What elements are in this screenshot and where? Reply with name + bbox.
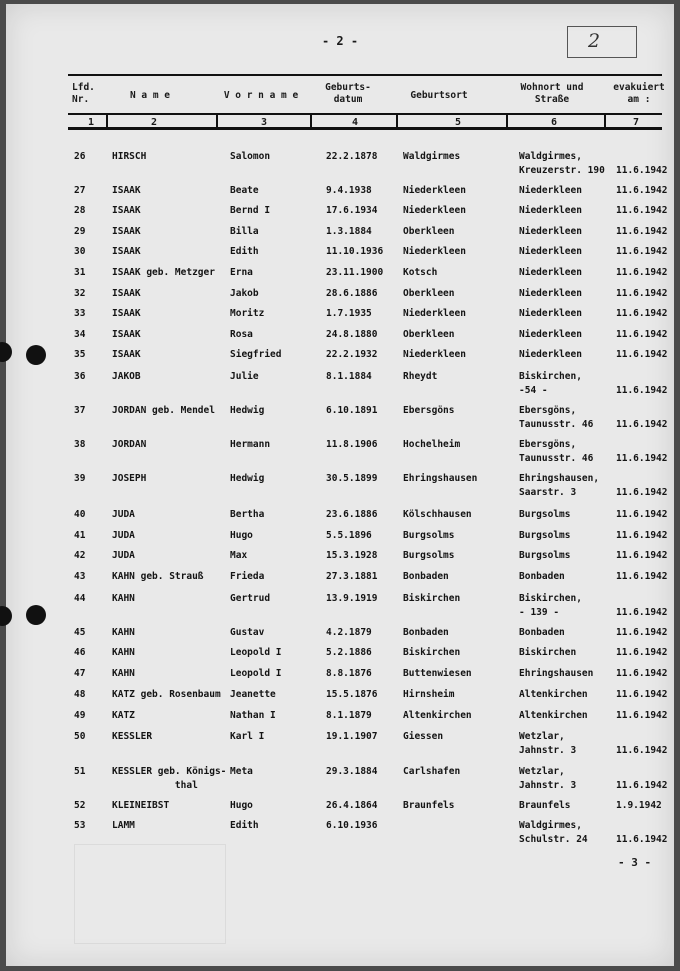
- row-evakuiert: 11.6.1942: [616, 487, 668, 498]
- row-number: 38: [74, 439, 86, 450]
- row-geburtsort: Bonbaden: [403, 627, 449, 638]
- row-geburtsort: Rheydt: [403, 371, 438, 382]
- row-geburtsort: Oberkleen: [403, 226, 455, 237]
- header-rule-top: [68, 74, 662, 76]
- row-name: ISAAK: [112, 246, 141, 257]
- row-vorname: Hugo: [230, 530, 253, 541]
- row-name: KLEINEIBST: [112, 800, 170, 811]
- row-wohnort: Altenkirchen: [519, 689, 588, 700]
- row-vorname: Leopold I: [230, 647, 282, 658]
- row-wohnort: Niederkleen: [519, 349, 582, 360]
- row-geburtsdatum: 6.10.1891: [326, 405, 378, 416]
- row-wohnort: Waldgirmes, Kreuzerstr. 190: [519, 151, 605, 176]
- row-geburtsort: Altenkirchen: [403, 710, 472, 721]
- row-wohnort: Altenkirchen: [519, 710, 588, 721]
- row-evakuiert: 11.6.1942: [616, 453, 668, 464]
- row-wohnort: Niederkleen: [519, 288, 582, 299]
- row-geburtsort: Biskirchen: [403, 593, 461, 604]
- row-geburtsdatum: 11.8.1906: [326, 439, 378, 450]
- row-wohnort: Niederkleen: [519, 185, 582, 196]
- col-number-7: 7: [633, 117, 640, 128]
- row-name: JUDA: [112, 509, 135, 520]
- row-geburtsort: Ebersgöns: [403, 405, 455, 416]
- row-geburtsort: Oberkleen: [403, 288, 455, 299]
- row-geburtsdatum: 22.2.1932: [326, 349, 378, 360]
- row-name: ISAAK: [112, 329, 141, 340]
- row-geburtsdatum: 23.6.1886: [326, 509, 378, 520]
- row-evakuiert: 11.6.1942: [616, 185, 668, 196]
- row-number: 47: [74, 668, 86, 679]
- row-number: 46: [74, 647, 86, 658]
- row-number: 33: [74, 308, 86, 319]
- col-number-3: 3: [261, 117, 268, 128]
- row-geburtsort: Hirnsheim: [403, 689, 455, 700]
- row-geburtsdatum: 17.6.1934: [326, 205, 378, 216]
- col-separator: [396, 115, 398, 129]
- row-name: ISAAK: [112, 226, 141, 237]
- col-separator: [310, 115, 312, 129]
- col-separator: [216, 115, 218, 129]
- row-number: 35: [74, 349, 86, 360]
- row-wohnort: Bonbaden: [519, 571, 565, 582]
- row-evakuiert: 11.6.1942: [616, 509, 668, 520]
- row-wohnort: Braunfels: [519, 800, 571, 811]
- col-number-4: 4: [352, 117, 359, 128]
- row-evakuiert: 11.6.1942: [616, 329, 668, 340]
- row-number: 36: [74, 371, 86, 382]
- row-wohnort: Wetzlar, Jahnstr. 3: [519, 766, 577, 791]
- row-number: 43: [74, 571, 86, 582]
- row-vorname: Max: [230, 550, 248, 561]
- row-wohnort: Ebersgöns, Taunusstr. 46: [519, 439, 594, 464]
- row-geburtsdatum: 15.5.1876: [326, 689, 378, 700]
- row-number: 30: [74, 246, 86, 257]
- row-name: JORDAN: [112, 439, 147, 450]
- row-evakuiert: 11.6.1942: [616, 308, 668, 319]
- row-vorname: Rosa: [230, 329, 253, 340]
- row-geburtsdatum: 26.4.1864: [326, 800, 378, 811]
- row-evakuiert: 11.6.1942: [616, 419, 668, 430]
- row-geburtsort: Bonbaden: [403, 571, 449, 582]
- row-name: KATZ geb. Rosenbaum: [112, 689, 221, 700]
- row-vorname: Erna: [230, 267, 253, 278]
- row-vorname: Frieda: [230, 571, 265, 582]
- row-wohnort: Ebersgöns, Taunusstr. 46: [519, 405, 594, 430]
- table-row: [6, 730, 674, 766]
- row-vorname: Billa: [230, 226, 259, 237]
- col-header-wohnort: Wohnort und Straße: [520, 82, 584, 105]
- row-geburtsort: Ehringshausen: [403, 473, 478, 484]
- row-evakuiert: 11.6.1942: [616, 349, 668, 360]
- document-page: [6, 4, 674, 966]
- table-row: [6, 404, 674, 440]
- row-geburtsdatum: 23.11.1900: [326, 267, 384, 278]
- row-geburtsdatum: 1.7.1935: [326, 308, 372, 319]
- row-geburtsdatum: 15.3.1928: [326, 550, 378, 561]
- row-number: 50: [74, 731, 86, 742]
- row-wohnort: Niederkleen: [519, 246, 582, 257]
- row-name: JORDAN geb. Mendel: [112, 405, 215, 416]
- row-name: ISAAK: [112, 205, 141, 216]
- row-name: LAMM: [112, 820, 135, 831]
- row-evakuiert: 11.6.1942: [616, 246, 668, 257]
- row-geburtsort: Giessen: [403, 731, 444, 742]
- row-wohnort: Niederkleen: [519, 329, 582, 340]
- row-number: 39: [74, 473, 86, 484]
- row-vorname: Jakob: [230, 288, 259, 299]
- row-geburtsort: Kotsch: [403, 267, 438, 278]
- row-vorname: Hedwig: [230, 473, 265, 484]
- col-header-evakuiert: evakuiert am :: [613, 82, 665, 105]
- row-geburtsdatum: 9.4.1938: [326, 185, 372, 196]
- row-vorname: Gustav: [230, 627, 265, 638]
- row-geburtsdatum: 11.10.1936: [326, 246, 384, 257]
- col-header-geburtsort: Geburtsort: [410, 90, 468, 101]
- row-name: KESSLER geb. Königs- thal: [112, 766, 227, 791]
- row-evakuiert: 11.6.1942: [616, 780, 668, 791]
- col-separator: [506, 115, 508, 129]
- col-header-name: N a m e: [129, 90, 171, 101]
- row-geburtsdatum: 29.3.1884: [326, 766, 378, 777]
- row-wohnort: Ehringshausen: [519, 668, 594, 679]
- row-geburtsdatum: 1.3.1884: [326, 226, 372, 237]
- page-number-top: - 2 -: [321, 34, 359, 48]
- col-separator: [106, 115, 108, 129]
- row-evakuiert: 11.6.1942: [616, 571, 668, 582]
- row-geburtsdatum: 30.5.1899: [326, 473, 378, 484]
- row-vorname: Hedwig: [230, 405, 265, 416]
- row-number: 31: [74, 267, 86, 278]
- row-vorname: Edith: [230, 246, 259, 257]
- col-number-2: 2: [151, 117, 158, 128]
- row-number: 49: [74, 710, 86, 721]
- row-geburtsort: Niederkleen: [403, 246, 466, 257]
- row-name: ISAAK: [112, 185, 141, 196]
- row-number: 44: [74, 593, 86, 604]
- row-number: 26: [74, 151, 86, 162]
- row-geburtsdatum: 8.8.1876: [326, 668, 372, 679]
- row-geburtsdatum: 27.3.1881: [326, 571, 378, 582]
- row-number: 48: [74, 689, 86, 700]
- page-number-bottom: - 3 -: [618, 856, 652, 869]
- row-name: ISAAK: [112, 349, 141, 360]
- row-name: KAHN geb. Strauß: [112, 571, 204, 582]
- row-vorname: Nathan I: [230, 710, 276, 721]
- table-row: [6, 370, 674, 406]
- row-evakuiert: 11.6.1942: [616, 710, 668, 721]
- table-row: [6, 765, 674, 801]
- row-vorname: Hermann: [230, 439, 271, 450]
- row-geburtsort: Carlshafen: [403, 766, 461, 777]
- table-row: [6, 592, 674, 628]
- row-name: JAKOB: [112, 371, 141, 382]
- row-geburtsdatum: 8.1.1884: [326, 371, 372, 382]
- col-number-1: 1: [88, 117, 95, 128]
- row-evakuiert: 11.6.1942: [616, 205, 668, 216]
- row-wohnort: Burgsolms: [519, 550, 571, 561]
- row-geburtsort: Kölschhausen: [403, 509, 472, 520]
- row-wohnort: Biskirchen: [519, 647, 577, 658]
- row-geburtsort: Burgsolms: [403, 550, 455, 561]
- row-geburtsdatum: 13.9.1919: [326, 593, 378, 604]
- row-number: 40: [74, 509, 86, 520]
- row-evakuiert: 11.6.1942: [616, 165, 668, 176]
- table-row: [6, 150, 674, 186]
- row-vorname: Hugo: [230, 800, 253, 811]
- row-geburtsort: Braunfels: [403, 800, 455, 811]
- row-geburtsort: Niederkleen: [403, 185, 466, 196]
- row-evakuiert: 11.6.1942: [616, 385, 668, 396]
- row-name: KAHN: [112, 593, 135, 604]
- row-number: 45: [74, 627, 86, 638]
- row-evakuiert: 1.9.1942: [616, 800, 662, 811]
- row-number: 52: [74, 800, 86, 811]
- row-number: 29: [74, 226, 86, 237]
- row-vorname: Meta: [230, 766, 253, 777]
- row-wohnort: Niederkleen: [519, 267, 582, 278]
- row-evakuiert: 11.6.1942: [616, 226, 668, 237]
- row-evakuiert: 11.6.1942: [616, 745, 668, 756]
- row-number: 34: [74, 329, 86, 340]
- col-number-6: 6: [551, 117, 558, 128]
- row-wohnort: Burgsolms: [519, 509, 571, 520]
- row-geburtsdatum: 6.10.1936: [326, 820, 378, 831]
- table-row: [6, 438, 674, 474]
- row-number: 41: [74, 530, 86, 541]
- header-rule-mid: [68, 113, 662, 115]
- faded-stamp: [74, 844, 226, 944]
- row-name: KESSLER: [112, 731, 153, 742]
- row-number: 28: [74, 205, 86, 216]
- row-vorname: Moritz: [230, 308, 265, 319]
- row-evakuiert: 11.6.1942: [616, 834, 668, 845]
- row-evakuiert: 11.6.1942: [616, 530, 668, 541]
- row-name: KAHN: [112, 668, 135, 679]
- row-vorname: Karl I: [230, 731, 265, 742]
- col-separator: [604, 115, 606, 129]
- row-number: 27: [74, 185, 86, 196]
- row-vorname: Salomon: [230, 151, 271, 162]
- row-geburtsort: Oberkleen: [403, 329, 455, 340]
- row-wohnort: Burgsolms: [519, 530, 571, 541]
- row-vorname: Bertha: [230, 509, 265, 520]
- row-wohnort: Biskirchen, -54 -: [519, 371, 582, 396]
- row-geburtsdatum: 4.2.1879: [326, 627, 372, 638]
- folio-mark: 2: [588, 30, 601, 52]
- row-name: ISAAK: [112, 288, 141, 299]
- row-name: JOSEPH: [112, 473, 147, 484]
- row-vorname: Beate: [230, 185, 259, 196]
- row-wohnort: Ehringshausen, Saarstr. 3: [519, 473, 600, 498]
- row-geburtsdatum: 24.8.1880: [326, 329, 378, 340]
- row-name: KAHN: [112, 647, 135, 658]
- col-header-geburtsdatum: Geburts- datum: [325, 82, 371, 105]
- header-rule-bottom: [68, 127, 662, 130]
- row-number: 32: [74, 288, 86, 299]
- row-number: 37: [74, 405, 86, 416]
- row-vorname: Julie: [230, 371, 259, 382]
- row-evakuiert: 11.6.1942: [616, 288, 668, 299]
- row-wohnort: Niederkleen: [519, 226, 582, 237]
- row-wohnort: Waldgirmes, Schulstr. 24: [519, 820, 588, 845]
- row-evakuiert: 11.6.1942: [616, 627, 668, 638]
- row-number: 53: [74, 820, 86, 831]
- row-number: 42: [74, 550, 86, 561]
- row-wohnort: Niederkleen: [519, 308, 582, 319]
- row-geburtsdatum: 28.6.1886: [326, 288, 378, 299]
- row-vorname: Jeanette: [230, 689, 276, 700]
- table-row: [6, 472, 674, 508]
- row-geburtsort: Buttenwiesen: [403, 668, 472, 679]
- row-name: KATZ: [112, 710, 135, 721]
- row-evakuiert: 11.6.1942: [616, 647, 668, 658]
- row-name: JUDA: [112, 550, 135, 561]
- row-geburtsort: Niederkleen: [403, 349, 466, 360]
- row-vorname: Siegfried: [230, 349, 282, 360]
- folio-box: [567, 26, 637, 58]
- row-geburtsort: Niederkleen: [403, 308, 466, 319]
- row-vorname: Bernd I: [230, 205, 271, 216]
- row-wohnort: Niederkleen: [519, 205, 582, 216]
- col-number-5: 5: [455, 117, 462, 128]
- row-name: HIRSCH: [112, 151, 147, 162]
- row-geburtsdatum: 19.1.1907: [326, 731, 378, 742]
- row-name: ISAAK geb. Metzger: [112, 267, 215, 278]
- row-geburtsort: Hochelheim: [403, 439, 461, 450]
- row-geburtsdatum: 5.2.1886: [326, 647, 372, 658]
- row-vorname: Edith: [230, 820, 259, 831]
- row-geburtsort: Biskirchen: [403, 647, 461, 658]
- row-vorname: Leopold I: [230, 668, 282, 679]
- row-wohnort: Wetzlar, Jahnstr. 3: [519, 731, 577, 756]
- row-geburtsdatum: 8.1.1879: [326, 710, 372, 721]
- row-evakuiert: 11.6.1942: [616, 668, 668, 679]
- row-name: ISAAK: [112, 308, 141, 319]
- row-name: KAHN: [112, 627, 135, 638]
- row-number: 51: [74, 766, 86, 777]
- row-wohnort: Biskirchen, - 139 -: [519, 593, 582, 618]
- col-header-vorname: V o r n a m e: [223, 90, 299, 101]
- row-geburtsort: Niederkleen: [403, 205, 466, 216]
- row-name: JUDA: [112, 530, 135, 541]
- row-geburtsort: Waldgirmes: [403, 151, 461, 162]
- row-geburtsdatum: 5.5.1896: [326, 530, 372, 541]
- row-vorname: Gertrud: [230, 593, 271, 604]
- row-geburtsdatum: 22.2.1878: [326, 151, 378, 162]
- row-evakuiert: 11.6.1942: [616, 267, 668, 278]
- row-evakuiert: 11.6.1942: [616, 607, 668, 618]
- row-evakuiert: 11.6.1942: [616, 550, 668, 561]
- row-geburtsort: Burgsolms: [403, 530, 455, 541]
- row-evakuiert: 11.6.1942: [616, 689, 668, 700]
- col-header-nr: Lfd. Nr.: [72, 82, 95, 105]
- row-wohnort: Bonbaden: [519, 627, 565, 638]
